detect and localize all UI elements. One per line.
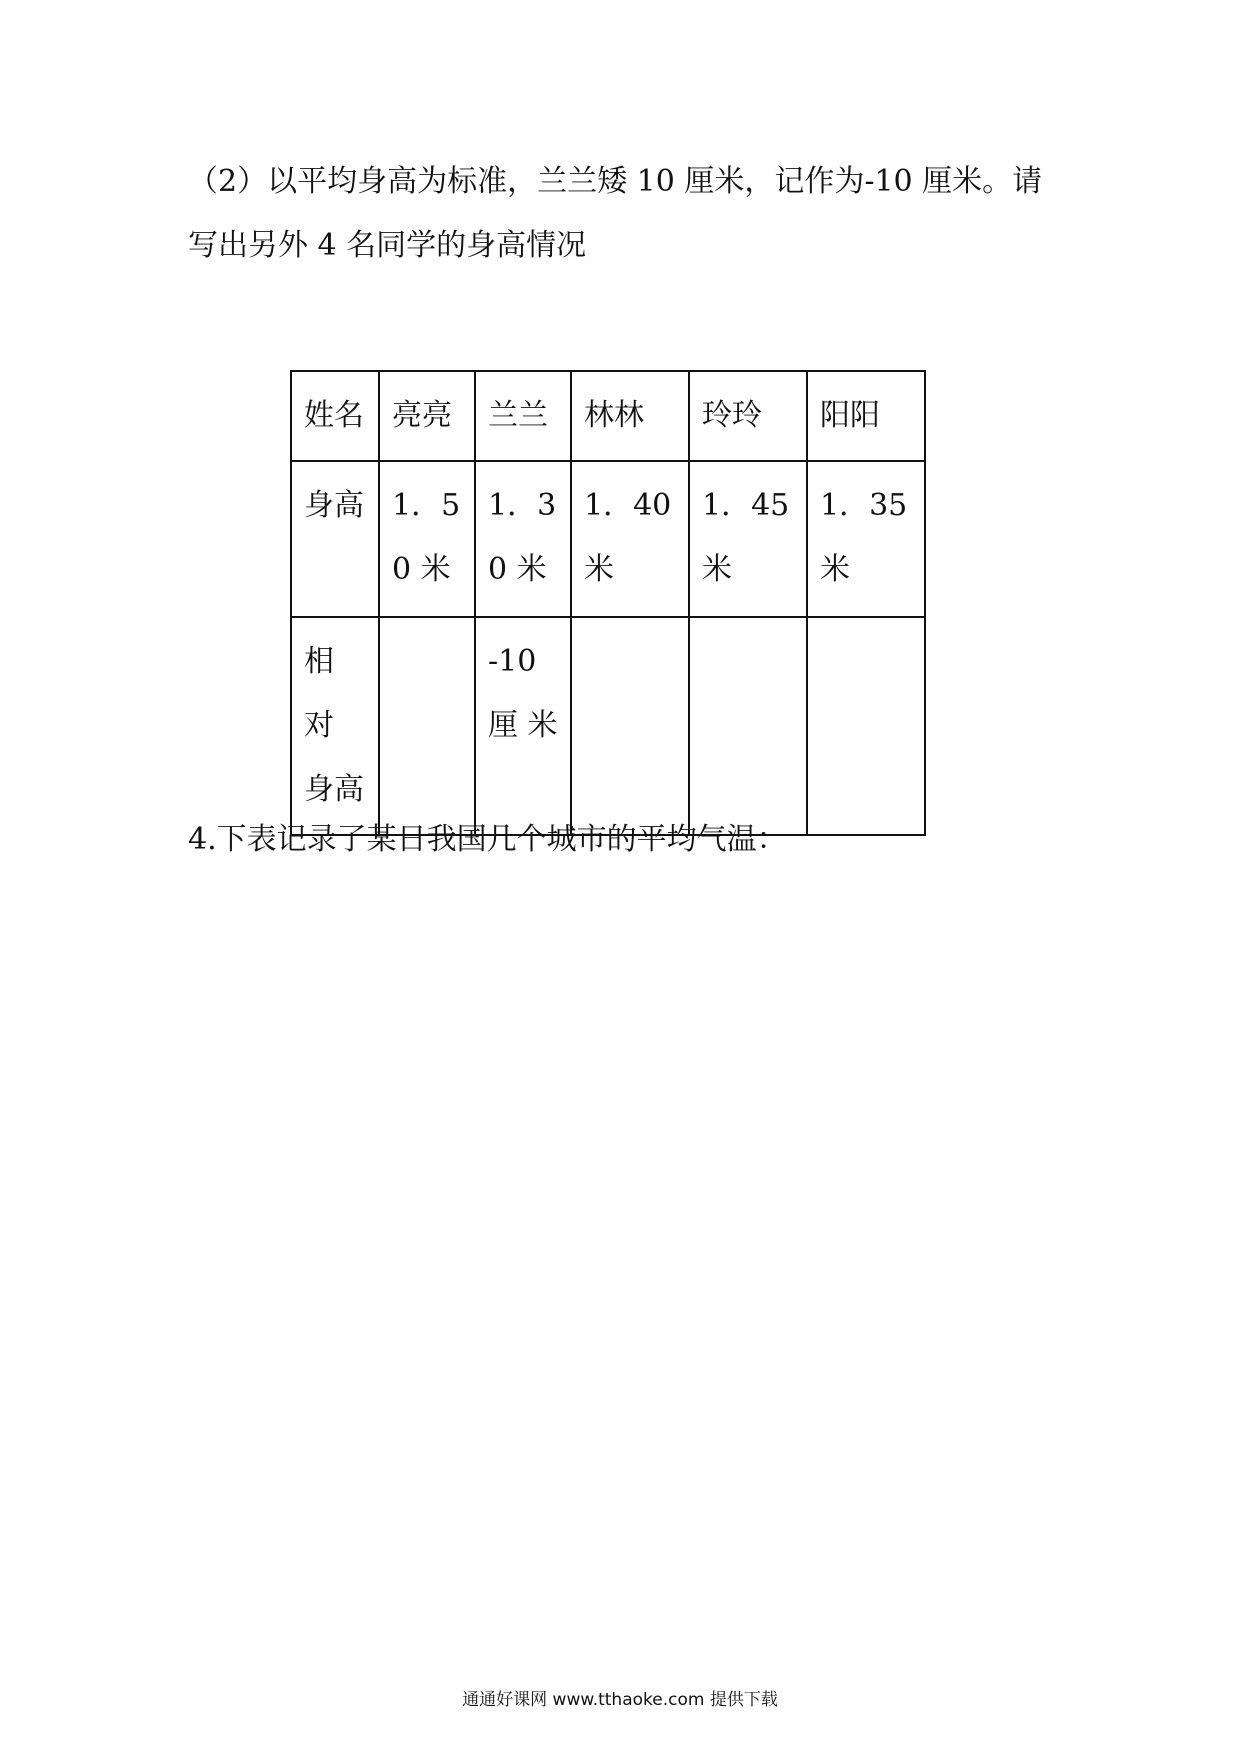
cell-name-3: 林林 — [571, 371, 689, 461]
cell-relative-5 — [807, 617, 925, 835]
table-row-relative-heights — [291, 617, 925, 835]
cell-relative-2: -10 厘 米 — [475, 617, 571, 835]
cell-name-5: 阳阳 — [807, 371, 925, 461]
height-table — [290, 370, 926, 836]
cell-height-5: 1．35 米 — [807, 461, 925, 617]
table-row-heights — [291, 461, 925, 617]
page-footer: 通通好课网 www.tthaoke.com 提供下载 — [462, 1690, 778, 1710]
paragraph-intro: （2）以平均身高为标准，兰兰矮 10 厘米，记作为-10 厘米。请写出另外 4 名同学的身高情况 — [188, 164, 1043, 263]
cell-name-4: 玲玲 — [689, 371, 807, 461]
cell-relative-3 — [571, 617, 689, 835]
cell-height-1: 1．50 米 — [379, 461, 475, 617]
paragraph-question-4: 4.下表记录了某日我国几个城市的平均气温： — [188, 822, 787, 857]
cell-name-1: 亮亮 — [379, 371, 475, 461]
cell-name-2: 兰兰 — [475, 371, 571, 461]
cell-relative-1 — [379, 617, 475, 835]
cell-height-4: 1．45 米 — [689, 461, 807, 617]
row-label-relative-height: 相 对 身高 — [291, 617, 379, 835]
row-label-height: 身高 — [291, 461, 379, 617]
cell-height-2: 1．30 米 — [475, 461, 571, 617]
table-row-names — [291, 371, 925, 461]
row-label-name: 姓名 — [291, 371, 379, 461]
cell-height-3: 1．40 米 — [571, 461, 689, 617]
cell-relative-4 — [689, 617, 807, 835]
